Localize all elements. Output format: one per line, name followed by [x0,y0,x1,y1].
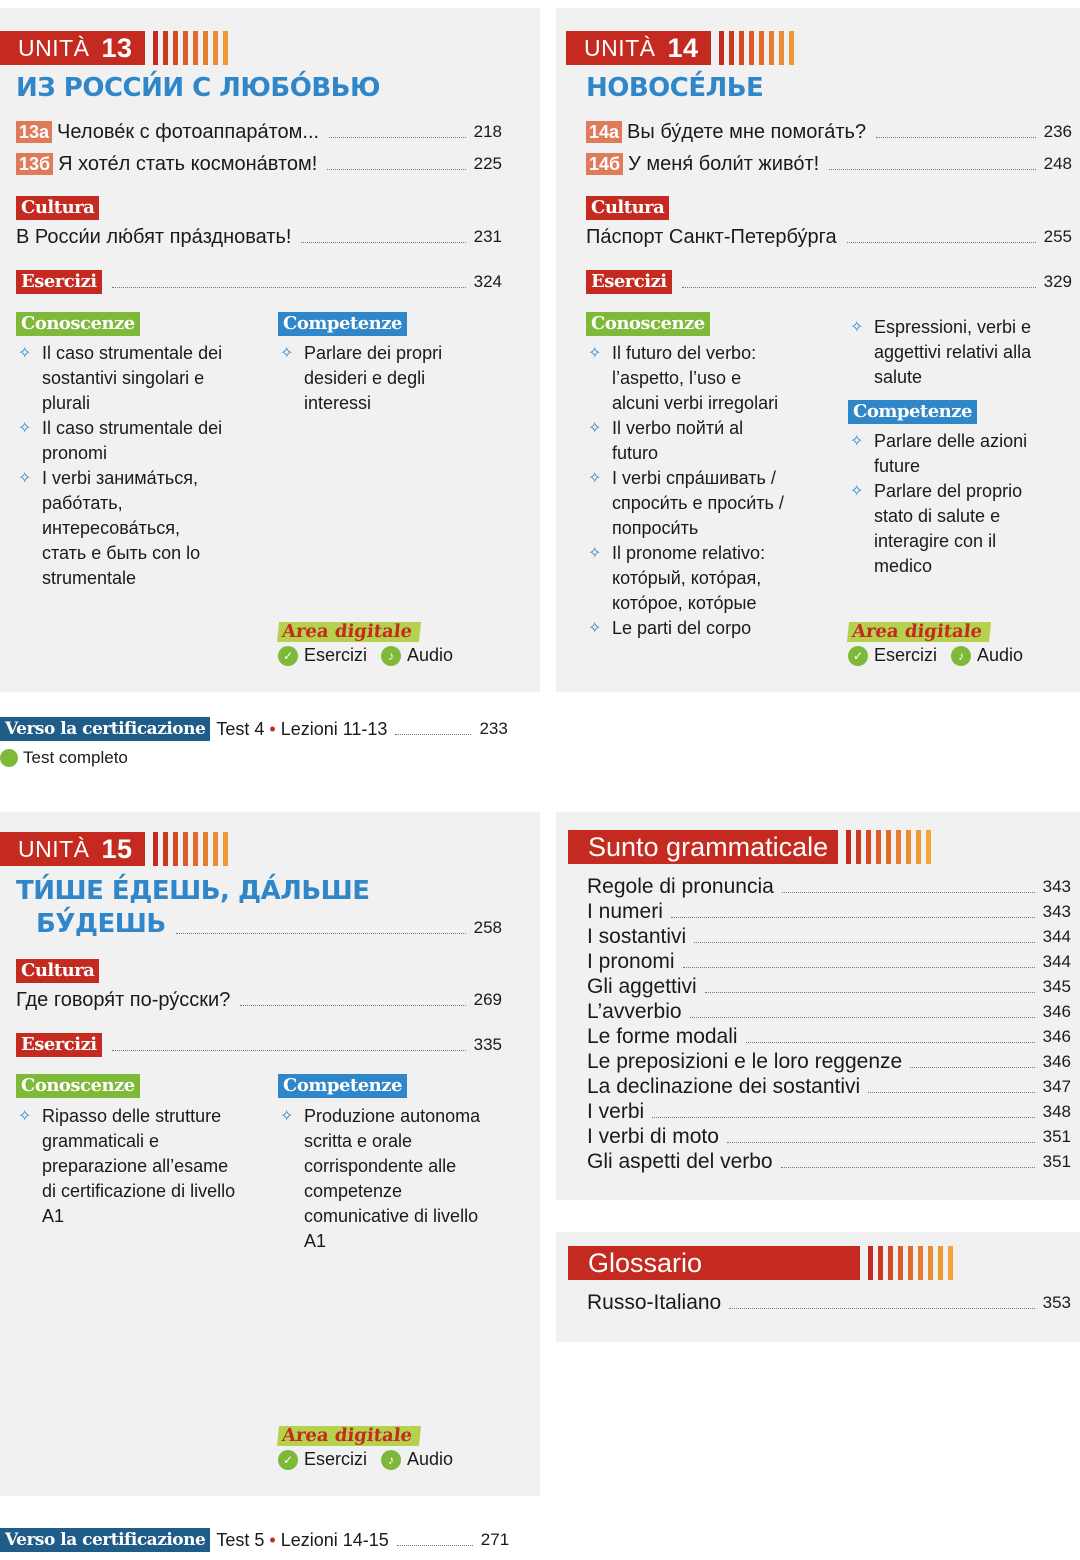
unit-15-header [0,832,233,866]
dot-leader [876,137,1036,138]
list-item: ✧ Ripasso delle strutture grammaticali e preparazione all’esame di certificazione di livello A1 [16,1104,246,1229]
esercizi-row[interactable] [586,270,1072,294]
cultura-title: В Росси́и лю́бят пра́здновать! [16,226,292,248]
page-number: 271 [480,1530,510,1549]
lesson-13b-row[interactable] [16,152,502,176]
dot-leader [327,169,465,170]
lesson-14b-row[interactable] [586,152,1072,176]
lesson-title: У меня́ боли́т живо́т! [628,153,820,175]
unit-15-title-row[interactable] [36,909,502,940]
cultura-title: Па́спорт Санкт-Петербу́рга [586,226,837,248]
unit-15-panel [0,812,540,1496]
conoscenze-list [16,1104,256,1229]
page-number: 335 [473,1035,502,1054]
page-number: 236 [1043,122,1072,141]
list-item: ✧ Parlare dei propri desideri e degli interessi [278,341,478,416]
conoscenze-tag: Conoscenze [16,312,140,336]
check-icon: ✓ [278,1450,298,1470]
list-item[interactable]: Gli aspetti del verbo 351 [587,1150,1071,1173]
area-digitale-label: Area digitale [277,622,421,642]
page-number: 248 [1043,154,1072,173]
dot-leader [112,287,466,288]
page-number: 218 [473,122,502,141]
competenze-list [278,341,478,416]
dot-leader [829,169,1035,170]
page-number: 255 [1043,227,1072,246]
esercizi-row[interactable] [16,270,502,294]
cultura-row[interactable] [16,225,502,249]
list-item[interactable]: I pronomi 344 [587,950,1071,973]
list-item[interactable]: La declinazione dei sostantivi 347 [587,1075,1071,1098]
audio-icon: ♪ [381,646,401,666]
list-item: ✧ Il futuro del verbo: l’aspetto, l’uso e alcuni verbi irregolari [586,341,786,416]
list-item: ✧ Il caso strumentale dei sostantivi singolari e plurali [16,341,256,416]
esercizi-link[interactable]: Esercizi [304,645,368,665]
dot-leader [112,1050,466,1051]
conoscenze-list [16,341,256,591]
area-digitale [278,1426,453,1470]
list-item[interactable]: Le preposizioni e le loro reggenze 346 [587,1050,1071,1073]
list-item[interactable]: Russo-Italiano 353 [587,1291,1071,1314]
unit-number: 15 [101,833,133,864]
competenze-list [848,429,1058,579]
dot-leader [395,734,471,735]
dot-leader [176,933,466,934]
page-number: 258 [473,918,502,937]
cultura-row[interactable] [586,225,1072,249]
list-item[interactable]: L’avverbio 346 [587,1000,1071,1023]
competenze-tag: Competenze [278,312,407,336]
list-item: ✧ Espressioni, verbi e aggettivi relativi alla salute [848,315,1048,390]
unit-label: UNITÀ [18,34,90,61]
page-number: 225 [473,154,502,173]
unit-14-panel [556,8,1080,692]
lesson-title: Вы бу́дете мне помога́ть? [627,121,867,143]
test-icon [0,749,18,767]
unit-14-title: НОВОСЕ́ЛЬЕ [586,73,764,103]
list-item: ✧ I verbi занима́ться, рабо́тать, интересова́ться, стать e быть con lo strumentale [16,466,216,591]
lessons-label: Lezioni 11-13 [280,719,388,739]
header-stripes [868,1246,958,1280]
dot-leader [301,242,465,243]
list-item[interactable]: Gli aggettivi 345 [587,975,1071,998]
check-icon: ✓ [278,646,298,666]
list-item: ✧ I verbi спра́шивать / спроси́ть e проси́ть / попроси́ть [586,466,811,541]
list-item[interactable]: I verbi di moto 351 [587,1125,1071,1148]
esercizi-row[interactable] [16,1033,502,1057]
audio-link[interactable]: Audio [407,645,454,665]
list-item: ✧ Il caso strumentale dei pronomi [16,416,256,466]
unit-13-panel [0,8,540,692]
competenze-list [278,1104,508,1254]
area-digitale-label: Area digitale [847,622,991,642]
lesson-badge: 14б [586,153,623,175]
esercizi-link[interactable]: Esercizi [874,645,938,665]
header-stripes [153,832,233,866]
list-item: ✧ Produzione autonoma scritta e orale corrispondente alle competenze comunicative di livello A1 [278,1104,483,1254]
header-stripes [719,31,799,65]
list-item[interactable]: Regole di pronuncia 343 [587,875,1071,898]
page-number: 329 [1043,272,1072,291]
lesson-badge: 13б [16,153,53,175]
unit-15-title-line2: БУ́ДЕШЬ [36,909,166,939]
competenze-tag: Competenze [278,1074,407,1098]
unit-14-header [566,31,799,65]
header-stripes [846,830,936,864]
list-item[interactable]: I sostantivi 344 [587,925,1071,948]
list-item[interactable]: I numeri 343 [587,900,1071,923]
area-digitale [278,622,453,666]
glossario-header [568,1246,958,1280]
cultura-title: Где говоря́т по-ру́сски? [16,989,231,1011]
list-item: ✧ Il pronome relativo: кото́рый, кото́рая, кото́рое, кото́рые [586,541,786,616]
unit-13-header [0,31,233,65]
test-label: Test 4 [216,719,265,739]
conoscenze-tag: Conoscenze [16,1074,140,1098]
dot-leader [682,287,1036,288]
header-stripes [153,31,233,65]
separator-dot: • [269,1530,276,1550]
dot-leader [329,137,466,138]
lesson-badge: 14а [586,121,622,143]
audio-link[interactable]: Audio [407,1449,454,1469]
esercizi-link[interactable]: Esercizi [304,1449,368,1469]
certification-tag: Verso la certificazione [0,717,210,741]
audio-icon: ♪ [381,1450,401,1470]
area-digitale [848,622,1023,666]
glossario-title: Glossario [568,1246,860,1280]
lesson-13a-row[interactable] [16,120,502,144]
unit-number: 13 [101,32,133,63]
cultura-tag: Cultura [586,196,669,220]
sunto-header [568,830,936,864]
list-item: ✧ Parlare del proprio stato di salute e interagire con il medico [848,479,1048,579]
test-completo-label: Test completo [23,748,128,767]
area-digitale-label: Area digitale [277,1426,421,1446]
cultura-row[interactable] [16,988,502,1012]
unit-13-title: ИЗ РОССИ́И С ЛЮБО́ВЬЮ [16,73,380,103]
list-item: ✧ Le parti del corpo [586,616,816,641]
list-item: ✧ Parlare delle azioni future [848,429,1048,479]
esercizi-tag: Esercizi [16,270,102,294]
lesson-title: Я хоте́л стать космона́втом! [58,153,318,175]
dot-leader [397,1545,473,1546]
page-number: 269 [473,990,502,1009]
cultura-tag: Cultura [16,196,99,220]
competenze-tag: Competenze [848,400,977,424]
sunto-title: Sunto grammaticale [568,830,838,864]
cultura-tag: Cultura [16,959,99,983]
conoscenze-list [586,341,816,641]
audio-icon: ♪ [951,646,971,666]
page-number: 231 [473,227,502,246]
unit-number: 14 [667,32,699,63]
audio-link[interactable]: Audio [977,645,1024,665]
unit-label: UNITÀ [584,34,656,61]
dot-leader [847,242,1036,243]
page-number: 233 [479,719,508,738]
lesson-14a-row[interactable] [586,120,1072,144]
test-label: Test 5 [216,1530,265,1550]
conoscenze-tag: Conoscenze [586,312,710,336]
certification-test-5-row[interactable] [0,1528,509,1552]
list-item: ✧ Il verbo пойти́ al futuro [586,416,766,466]
test-completo-link[interactable] [0,748,128,768]
unit-15-title-line1: ТИ́ШЕ Е́ДЕШЬ, ДА́ЛЬШЕ [16,876,370,906]
unit-label: UNITÀ [18,835,90,862]
certification-test-4-row[interactable] [0,717,508,741]
conoscenze-list-continued [848,315,1058,390]
lessons-label: Lezioni 14-15 [280,1530,389,1550]
list-item[interactable]: I verbi 348 [587,1100,1071,1123]
esercizi-tag: Esercizi [586,270,672,294]
certification-tag: Verso la certificazione [0,1528,210,1552]
esercizi-tag: Esercizi [16,1033,102,1057]
lesson-badge: 13а [16,121,52,143]
dot-leader [240,1005,465,1006]
page-number: 324 [473,272,502,291]
lesson-title: Челове́к с фотоаппара́том... [57,121,320,143]
list-item[interactable]: Le forme modali 346 [587,1025,1071,1048]
separator-dot: • [269,719,276,739]
check-icon: ✓ [848,646,868,666]
